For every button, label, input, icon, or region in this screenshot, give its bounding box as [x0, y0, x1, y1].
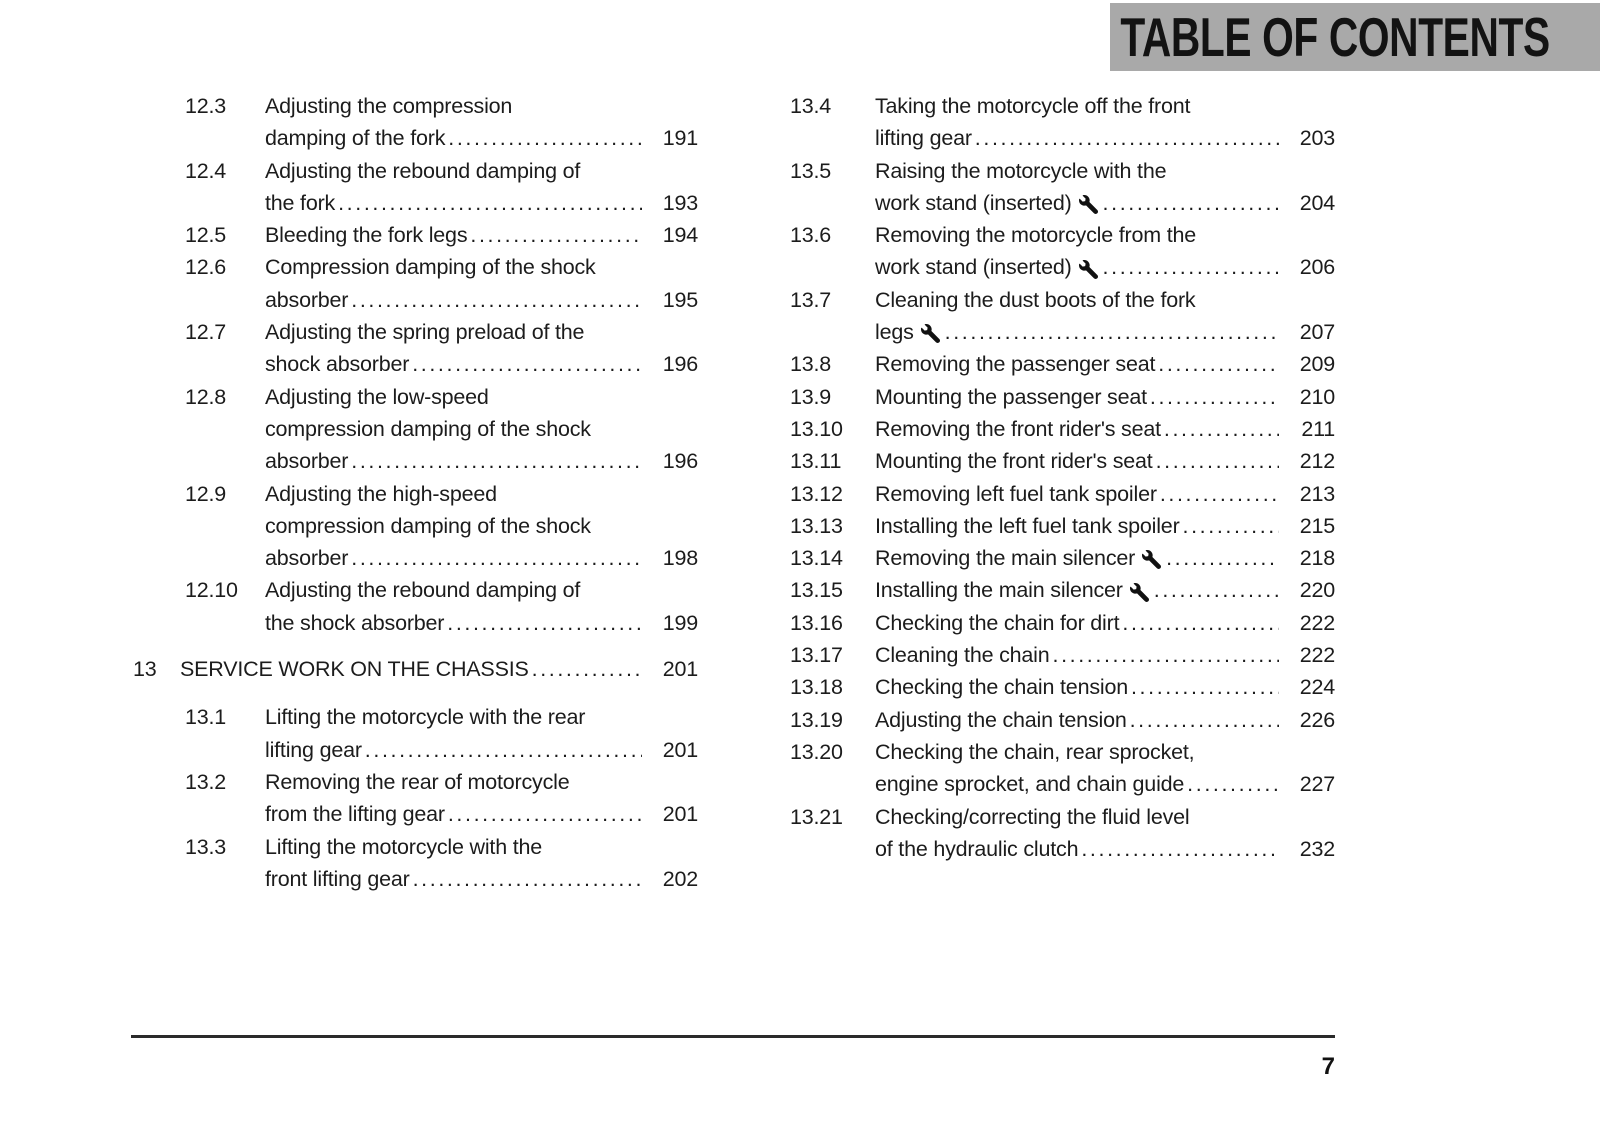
entry-body: [875, 445, 1335, 477]
dot-leader: [1187, 768, 1279, 800]
entry-number: 12.9: [185, 481, 227, 506]
entry-title: lifting gear: [265, 737, 362, 762]
entry-title: work stand (inserted): [875, 255, 1072, 280]
entry-title: of the hydraulic clutch: [875, 836, 1079, 861]
toc-entry: [185, 219, 698, 251]
entry-title: Checking the chain tension: [875, 675, 1128, 700]
entry-page-number: 191: [662, 126, 698, 151]
entry-line: [875, 381, 1335, 413]
dot-leader: [1156, 445, 1279, 477]
entry-page-number: 215: [1299, 513, 1335, 538]
entry-number: 13.3: [185, 834, 227, 859]
entry-line: [875, 639, 1335, 671]
toc-entry: [790, 381, 1335, 413]
entry-page-number: 209: [1299, 352, 1335, 377]
dot-leader: [447, 607, 642, 639]
entry-title: Removing the front rider's seat: [875, 416, 1161, 441]
entry-body: [265, 766, 698, 831]
entry-line: [875, 251, 1335, 283]
dot-leader: [413, 863, 642, 895]
toc-entry: [185, 155, 698, 220]
entry-page-number: 227: [1299, 772, 1335, 797]
footer-divider: [131, 1035, 1335, 1038]
entry-number: 13.11: [790, 449, 842, 474]
dot-leader: [1158, 348, 1279, 380]
entry-line: [875, 187, 1335, 219]
entry-number: 12.8: [185, 384, 227, 409]
entry-body: [180, 653, 698, 685]
entry-line: Lifting the motorcycle with the rear: [265, 705, 586, 730]
entry-line: Adjusting the rebound damping of: [265, 578, 581, 603]
entry-page-number: 210: [1299, 384, 1335, 409]
entry-page-number: 201: [662, 657, 698, 682]
entry-line: Cleaning the dust boots of the fork: [875, 287, 1196, 312]
entry-body: [265, 155, 698, 220]
entry-number: 12.3: [185, 94, 227, 118]
toc-entry: [185, 766, 698, 831]
header-banner: [1110, 3, 1600, 71]
entry-number: 13.7: [790, 287, 832, 312]
entry-line: Checking the chain, rear sprocket,: [875, 739, 1195, 764]
dot-leader: [532, 653, 642, 685]
entry-title: the shock absorber: [265, 610, 445, 635]
dot-leader: [338, 187, 642, 219]
entry-title: Installing the main silencer: [875, 578, 1123, 603]
dot-leader: [1164, 413, 1279, 445]
entry-number: 12.7: [185, 320, 227, 345]
dot-leader: [1103, 251, 1279, 283]
dot-leader: [1150, 381, 1279, 413]
entry-body: [875, 704, 1335, 736]
wrench-icon: [1079, 260, 1098, 279]
toc-entry: [790, 801, 1335, 866]
toc-entry: [790, 413, 1335, 445]
dot-leader: [448, 122, 642, 154]
entry-line: [875, 574, 1335, 606]
entry-line: Lifting the motorcycle with the: [265, 834, 543, 859]
entry-page-number: 198: [662, 546, 698, 571]
toc-entry: [790, 445, 1335, 477]
entry-title: from the lifting gear: [265, 802, 445, 827]
dot-leader: [1166, 542, 1279, 574]
entry-page-number: 220: [1299, 578, 1335, 603]
toc-column-left: [133, 90, 698, 895]
entry-line: [265, 284, 698, 316]
entry-body: [875, 801, 1335, 866]
entry-page-number: 196: [662, 449, 698, 474]
dot-leader: [1160, 478, 1279, 510]
entry-title: Adjusting the chain tension: [875, 707, 1127, 732]
entry-line: [875, 768, 1335, 800]
entry-title: Removing the main silencer: [875, 546, 1136, 571]
entry-page-number: 204: [1299, 190, 1335, 215]
toc-entry: [790, 671, 1335, 703]
entry-line: [265, 445, 698, 477]
entry-line: Adjusting the spring preload of the: [265, 320, 585, 345]
entry-page-number: 203: [1299, 126, 1335, 151]
entry-title: the fork: [265, 190, 336, 215]
entry-body: [875, 574, 1335, 606]
entry-line: [875, 833, 1335, 865]
entry-page-number: 226: [1299, 707, 1335, 732]
entry-line: Adjusting the high-speed: [265, 481, 497, 506]
entry-page-number: 199: [662, 610, 698, 635]
entry-line: Compression damping of the shock: [265, 255, 596, 280]
entry-number: 13.19: [790, 707, 843, 732]
entry-line: Removing the motorcycle from the: [875, 223, 1197, 248]
entry-body: [875, 381, 1335, 413]
entry-title: engine sprocket, and chain guide: [875, 772, 1185, 797]
dot-leader: [1081, 833, 1279, 865]
entry-number: 12.4: [185, 158, 227, 183]
entry-page-number: 202: [662, 866, 698, 891]
toc-entry: [790, 284, 1335, 349]
entry-line: [875, 413, 1335, 445]
entry-title: Mounting the passenger seat: [875, 384, 1147, 409]
entry-title: absorber: [265, 546, 349, 571]
entry-page-number: 212: [1299, 449, 1335, 474]
toc-entry: [185, 701, 698, 766]
entry-page-number: 196: [662, 352, 698, 377]
entry-title: Removing left fuel tank spoiler: [875, 481, 1157, 506]
entry-line: [265, 187, 698, 219]
toc-entry: [790, 478, 1335, 510]
entry-line: Removing the rear of motorcycle: [265, 769, 570, 794]
entry-body: [875, 348, 1335, 380]
entry-line: [875, 478, 1335, 510]
entry-title: Removing the passenger seat: [875, 352, 1156, 377]
dot-leader: [365, 734, 642, 766]
entry-title: legs: [875, 320, 914, 345]
toc-entry: [790, 574, 1335, 606]
entry-number: 13.17: [790, 643, 843, 668]
toc-entry: [790, 607, 1335, 639]
entry-number: 13.2: [185, 769, 227, 794]
dot-leader: [351, 542, 642, 574]
dot-leader: [470, 219, 642, 251]
entry-page-number: 213: [1299, 481, 1335, 506]
entry-line: Adjusting the rebound damping of: [265, 158, 581, 183]
entry-title: front lifting gear: [265, 866, 410, 891]
entry-page-number: 195: [662, 287, 698, 312]
toc-entry: [790, 639, 1335, 671]
entry-number: 13.15: [790, 578, 843, 603]
entry-line: [180, 653, 698, 685]
entry-body: [265, 219, 698, 251]
entry-title: Mounting the front rider's seat: [875, 449, 1153, 474]
entry-body: [875, 219, 1335, 284]
entry-body: [265, 381, 698, 478]
entry-line: [265, 542, 698, 574]
entry-number: 13.20: [790, 739, 843, 764]
entry-line: [265, 348, 698, 380]
toc-entry: [790, 736, 1335, 801]
entry-page-number: 206: [1299, 255, 1335, 280]
entry-title: damping of the fork: [265, 126, 446, 151]
entry-number: 13.9: [790, 384, 832, 409]
entry-number: 12.5: [185, 223, 227, 248]
entry-number: 13.4: [790, 94, 832, 118]
entry-line: [265, 863, 698, 895]
entry-body: [875, 671, 1335, 703]
entry-number: 13.13: [790, 513, 843, 538]
entry-body: [265, 316, 698, 381]
entry-page-number: 211: [1301, 416, 1335, 441]
entry-body: [875, 284, 1335, 349]
entry-line: [265, 219, 698, 251]
entry-line: [875, 542, 1335, 574]
page-title: TABLE OF CONTENTS: [1120, 6, 1550, 68]
toc-entry: [185, 478, 698, 575]
toc-entry: [185, 90, 698, 155]
entry-body: [265, 574, 698, 639]
wrench-icon: [1130, 583, 1149, 602]
toc-column-right: [738, 90, 1335, 865]
dot-leader: [1131, 671, 1279, 703]
entry-title: Installing the left fuel tank spoiler: [875, 513, 1180, 538]
entry-line: [875, 607, 1335, 639]
toc-entry: [790, 704, 1335, 736]
entry-body: [265, 831, 698, 896]
entry-page-number: 222: [1299, 643, 1335, 668]
dot-leader: [1154, 574, 1279, 606]
dot-leader: [448, 798, 642, 830]
dot-leader: [1122, 607, 1279, 639]
entry-page-number: 224: [1299, 675, 1335, 700]
toc-entry: [790, 155, 1335, 220]
entry-title: Bleeding the fork legs: [265, 223, 468, 248]
entry-line: [265, 734, 698, 766]
entry-number: 13.14: [790, 546, 843, 571]
wrench-icon: [1142, 550, 1161, 569]
entry-number: 13.8: [790, 352, 832, 377]
entry-number: 13.18: [790, 675, 843, 700]
toc-entry: [185, 316, 698, 381]
entry-body: [875, 639, 1335, 671]
toc-entry: [185, 381, 698, 478]
entry-number: 12.6: [185, 255, 227, 280]
entry-number: 13.12: [790, 481, 843, 506]
entry-line: [265, 607, 698, 639]
entry-line: [875, 510, 1335, 542]
entry-line: [875, 348, 1335, 380]
entry-body: [875, 736, 1335, 801]
entry-number: 13.10: [790, 416, 843, 441]
entry-number: 13.1: [185, 705, 227, 730]
dot-leader: [975, 122, 1279, 154]
dot-leader: [1053, 639, 1280, 671]
entry-body: [875, 607, 1335, 639]
entry-body: [875, 510, 1335, 542]
entry-body: [875, 90, 1335, 155]
entry-page-number: 194: [662, 223, 698, 248]
entry-page-number: 232: [1299, 836, 1335, 861]
entry-line: compression damping of the shock: [265, 513, 591, 538]
entry-line: Raising the motorcycle with the: [875, 158, 1167, 183]
entry-title: SERVICE WORK ON THE CHASSIS: [180, 657, 529, 682]
entry-line: Adjusting the low-speed: [265, 384, 489, 409]
entry-line: Taking the motorcycle off the front: [875, 94, 1191, 118]
entry-line: [875, 445, 1335, 477]
entry-line: Adjusting the compression: [265, 94, 513, 118]
entry-body: [875, 413, 1335, 445]
entry-title: absorber: [265, 287, 349, 312]
toc-entry: [790, 510, 1335, 542]
toc-entry: [185, 831, 698, 896]
dot-leader: [351, 284, 642, 316]
entry-number: 13.16: [790, 610, 843, 635]
dot-leader: [1183, 510, 1279, 542]
entry-line: [875, 671, 1335, 703]
dot-leader: [945, 316, 1279, 348]
entry-number: 13.6: [790, 223, 832, 248]
dot-leader: [1103, 187, 1279, 219]
entry-body: [265, 701, 698, 766]
page-number: 7: [1321, 1053, 1335, 1080]
entry-number: 13.5: [790, 158, 832, 183]
entry-number: 13.21: [790, 804, 843, 829]
entry-title: Cleaning the chain: [875, 643, 1050, 668]
entry-page-number: 218: [1299, 546, 1335, 571]
wrench-icon: [1079, 195, 1098, 214]
entry-body: [265, 90, 698, 155]
entry-page-number: 201: [662, 737, 698, 762]
entry-line: [265, 122, 698, 154]
entry-line: compression damping of the shock: [265, 416, 591, 441]
entry-page-number: 207: [1299, 320, 1335, 345]
entry-number: 13: [133, 657, 157, 682]
entry-line: [875, 122, 1335, 154]
entry-line: [265, 798, 698, 830]
entry-title: shock absorber: [265, 352, 410, 377]
wrench-icon: [921, 324, 940, 343]
entry-body: [875, 542, 1335, 574]
entry-body: [875, 155, 1335, 220]
dot-leader: [412, 348, 642, 380]
dot-leader: [351, 445, 642, 477]
entry-number: 12.10: [185, 578, 238, 603]
entry-line: Checking/correcting the fluid level: [875, 804, 1190, 829]
toc-entry: [790, 542, 1335, 574]
entry-title: Checking the chain for dirt: [875, 610, 1120, 635]
entry-body: [265, 251, 698, 316]
toc-entry: [185, 574, 698, 639]
entry-page-number: 193: [662, 190, 698, 215]
entry-line: [875, 704, 1335, 736]
entry-page-number: 201: [662, 802, 698, 827]
toc-entry: [790, 219, 1335, 284]
toc-entry: [133, 653, 698, 685]
entry-title: lifting gear: [875, 126, 972, 151]
toc-entry: [185, 251, 698, 316]
entry-body: [875, 478, 1335, 510]
dot-leader: [1130, 704, 1279, 736]
entry-body: [265, 478, 698, 575]
toc-entry: [790, 90, 1335, 155]
entry-title: absorber: [265, 449, 349, 474]
entry-page-number: 222: [1299, 610, 1335, 635]
toc-entry: [790, 348, 1335, 380]
entry-title: work stand (inserted): [875, 190, 1072, 215]
entry-line: [875, 316, 1335, 348]
